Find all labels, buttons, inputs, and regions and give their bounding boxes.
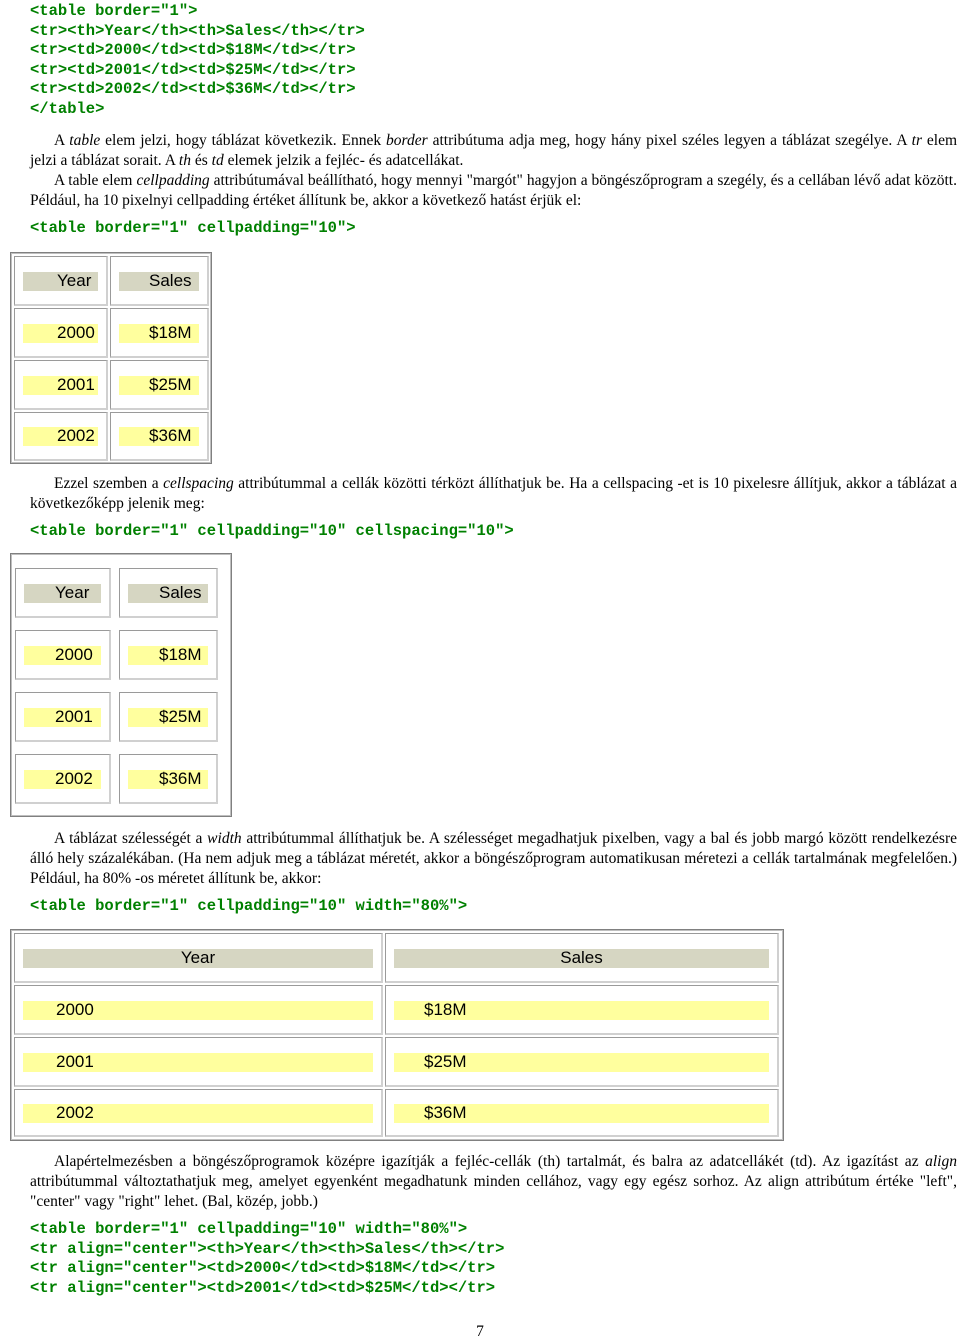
rendered-table-width (10, 929, 784, 1141)
data-cell: $36M (110, 412, 209, 461)
code-line: <tr><td>2001</td><td>$25M</td></tr> (30, 60, 356, 79)
data-cell: 2001 (14, 1037, 383, 1087)
code-line: </table> (30, 99, 105, 118)
header-cell-year: Year (14, 256, 108, 306)
header-cell-year: Year (15, 568, 111, 618)
data-cell: $25M (119, 692, 218, 742)
code-line: <tr><th>Year</th><th>Sales</th></tr> (30, 21, 365, 40)
code-line: <tr align="center"><td>2000</td><td>$18M</td></tr> (30, 1259, 496, 1277)
code-line: <tr><td>2002</td><td>$36M</td></tr> (30, 80, 356, 98)
data-cell: 2002 (14, 1089, 383, 1137)
data-cell: $18M (385, 985, 779, 1035)
code-line: <table border="1"> (30, 2, 198, 20)
rendered-table-cellpadding (10, 252, 212, 464)
code-line: <tr><td>2000</td><td>$18M</td></tr> (30, 41, 356, 59)
code-line: <tr align="center"><th>Year</th><th>Sales</th></tr> (30, 1239, 505, 1258)
paragraph-cellspacing: Ezzel szemben a cellspacing attribútummal a cellák közötti térközt állíthatjuk be. Ha a cellspacing -et is 10 pixelesre állítjuk, akkor a táblázat a következőképp jelenik meg: (30, 475, 957, 512)
code-line: <tr align="center"><td>2001</td><td>$25M</td></tr> (30, 1278, 496, 1297)
paragraph-align: Alapértelmezésben a böngészőprogramok középre igazítják a fejléc-cellák (th) tartalmát, és balra az adatcellákét (td). Az igazítást az align attribútummal változtathatjuk meg, amelyet egyenként megadhatunk minden cellához, vagy egy egész sorhoz. Az align attribútum értéke "left", "center" vagy "right" lehet. (Bal, közép, jobb.) (30, 1153, 957, 1210)
data-cell: 2000 (14, 985, 383, 1035)
code-line: <table border="1" cellpadding="10" width="80%"> (30, 1220, 468, 1238)
paragraph-width: A táblázat szélességét a width attribútummal állíthatjuk be. A szélességet megadhatjuk pixelben, vagy a bal és jobb margó között rendelkezésre álló hely százalékában. (Ha nem adjuk meg a táblázat méretét, akkor a böngészőprogram automatikusan méretezi a cellák tartalmának megfelelően.) Például, ha 80% -os méretet állítunk be, akkor: (30, 830, 957, 887)
data-cell: $25M (385, 1037, 779, 1087)
header-cell-sales: Sales (119, 568, 218, 618)
code-width: <table border="1" cellpadding="10" width="80%"> (30, 897, 468, 915)
data-cell: 2001 (15, 692, 111, 742)
data-cell: 2000 (14, 308, 108, 358)
code-cellpadding: <table border="1" cellpadding="10"> (30, 219, 356, 237)
code-block-align (30, 1220, 504, 1298)
data-cell: $36M (385, 1089, 779, 1137)
paragraph-table-intro: A table elem jelzi, hogy táblázat következik. Ennek border attribútuma adja meg, hogy hány pixel széles legyen a táblázat szegélye. A tr elem jelzi a táblázat sorait. A th és td elemek jelzik a fejléc- és adatcellákat. A table elem cellpadding attribútumával beállítható, hogy mennyi "margót" hagyjon a böngészőprogram a szegély, és a cellában lévő adat között. Például, ha 10 pixelnyi cellpadding értéket állítunk be, akkor a következő hatást érjük el: (30, 132, 958, 209)
rendered-table-cellspacing (10, 553, 232, 817)
header-cell-year: Year (14, 933, 383, 983)
data-cell: 2002 (15, 754, 111, 804)
data-cell: $18M (110, 308, 209, 358)
code-block-1 (30, 2, 365, 119)
data-cell: $36M (119, 754, 218, 804)
data-cell: 2002 (14, 412, 108, 461)
data-cell: $18M (119, 630, 218, 680)
header-cell-sales: Sales (385, 933, 779, 983)
header-cell-sales: Sales (110, 256, 209, 306)
code-cellspacing: <table border="1" cellpadding="10" cellspacing="10"> (30, 522, 514, 540)
data-cell: $25M (110, 360, 209, 410)
page-number: 7 (476, 1323, 484, 1340)
data-cell: 2000 (15, 630, 111, 680)
data-cell: 2001 (14, 360, 108, 410)
